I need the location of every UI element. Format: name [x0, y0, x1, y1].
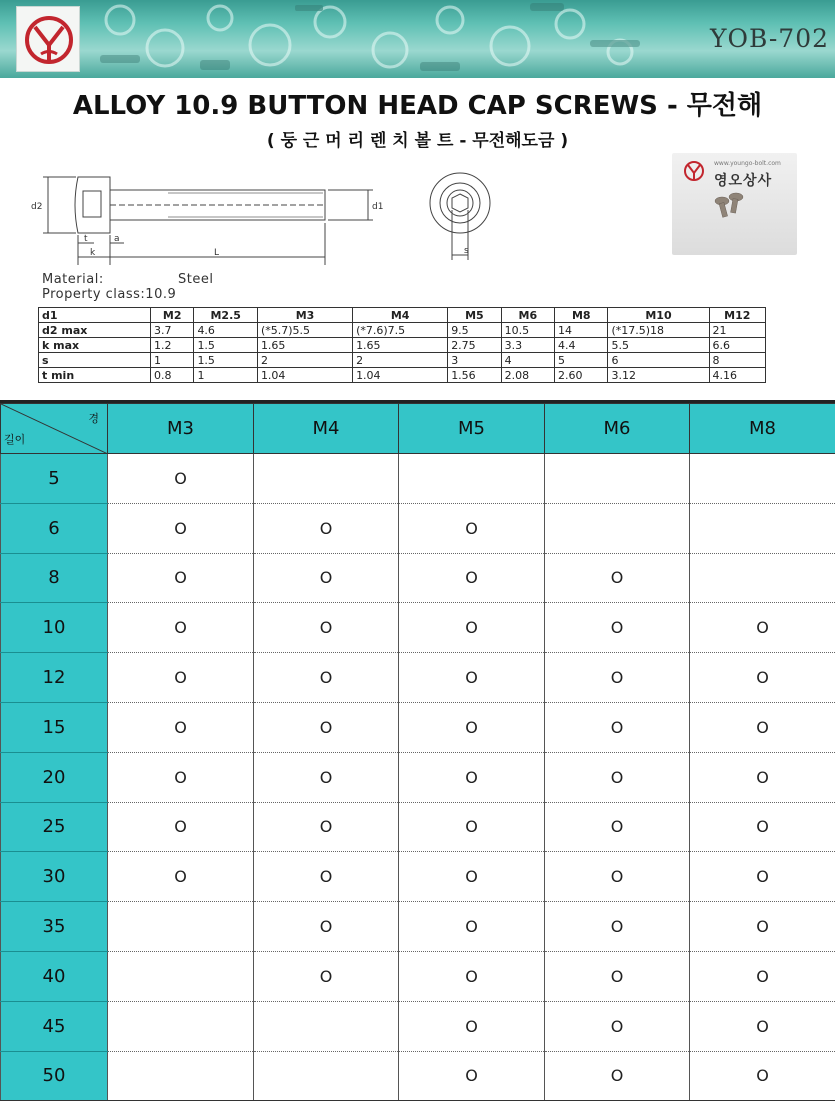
length-cell: 30	[1, 852, 108, 902]
spec-cell: 5	[555, 353, 608, 368]
grid-header-row	[1, 404, 835, 454]
spec-cell: (*5.7)5.5	[257, 323, 352, 338]
length-cell: 6	[1, 503, 108, 553]
spec-cell: 0.8	[151, 368, 194, 383]
grid-column-header: M5	[399, 404, 545, 454]
grid-row	[1, 503, 835, 553]
availability-cell: O	[399, 902, 545, 952]
spec-cell: 4.4	[555, 338, 608, 353]
availability-cell: O	[399, 951, 545, 1001]
spec-cell: 1.04	[257, 368, 352, 383]
spec-header-cell: d1	[39, 308, 151, 323]
availability-cell: O	[108, 752, 254, 802]
spec-cell: 4.16	[709, 368, 765, 383]
availability-cell: O	[690, 852, 835, 902]
spec-cell: (*7.6)7.5	[353, 323, 448, 338]
header-banner	[0, 0, 835, 78]
availability-cell	[254, 1001, 399, 1051]
grid-row	[1, 603, 835, 653]
availability-cell	[254, 1051, 399, 1101]
availability-cell: O	[690, 951, 835, 1001]
availability-cell: O	[399, 653, 545, 703]
availability-cell: O	[399, 1001, 545, 1051]
spec-cell: 9.5	[448, 323, 501, 338]
availability-cell: O	[690, 653, 835, 703]
label-a: a	[114, 234, 120, 244]
spec-cell: 1.5	[194, 338, 258, 353]
availability-cell: O	[254, 503, 399, 553]
spec-cell: 8	[709, 353, 765, 368]
availability-cell: O	[399, 802, 545, 852]
spec-header-cell: M4	[353, 308, 448, 323]
availability-cell: O	[545, 852, 690, 902]
availability-cell: O	[254, 752, 399, 802]
grid-column-header: M3	[108, 404, 254, 454]
availability-cell	[690, 454, 835, 504]
spec-row	[39, 323, 766, 338]
availability-cell: O	[254, 951, 399, 1001]
length-cell: 5	[1, 454, 108, 504]
availability-cell: O	[545, 553, 690, 603]
spec-cell: 1.65	[257, 338, 352, 353]
availability-cell: O	[545, 1051, 690, 1101]
availability-cell: O	[254, 553, 399, 603]
spec-header-cell: M2.5	[194, 308, 258, 323]
length-cell: 50	[1, 1051, 108, 1101]
spec-row-label: s	[39, 353, 151, 368]
availability-cell: O	[108, 553, 254, 603]
grid-row	[1, 951, 835, 1001]
label-k: k	[90, 248, 96, 258]
availability-cell	[399, 454, 545, 504]
spec-row-label: k max	[39, 338, 151, 353]
availability-cell: O	[254, 702, 399, 752]
material-line	[42, 272, 104, 287]
grid-corner-cell	[1, 404, 108, 454]
availability-cell: O	[690, 1051, 835, 1101]
grid-row	[1, 802, 835, 852]
spec-cell: 3.12	[608, 368, 709, 383]
grid-row	[1, 1051, 835, 1101]
availability-cell: O	[108, 852, 254, 902]
page-subtitle: ( 둥 근 머 리 렌 치 볼 트 - 무전해도금 )	[0, 126, 835, 151]
availability-cell: O	[254, 653, 399, 703]
availability-cell: O	[399, 752, 545, 802]
availability-cell	[108, 1051, 254, 1101]
spec-header-cell: M10	[608, 308, 709, 323]
spec-cell: 14	[555, 323, 608, 338]
spec-cell: 3	[448, 353, 501, 368]
availability-cell: O	[545, 951, 690, 1001]
availability-cell	[690, 553, 835, 603]
spec-header-cell: M2	[151, 308, 194, 323]
property-value: 10.9	[145, 287, 176, 302]
spec-cell: (*17.5)18	[608, 323, 709, 338]
spec-row	[39, 338, 766, 353]
spec-header-cell: M8	[555, 308, 608, 323]
availability-cell: O	[108, 653, 254, 703]
property-line	[42, 287, 176, 302]
spec-cell: 6	[608, 353, 709, 368]
availability-cell	[545, 503, 690, 553]
label-t: t	[84, 234, 88, 244]
grid-row	[1, 454, 835, 504]
grid-row	[1, 852, 835, 902]
property-label: Property class:	[42, 287, 145, 302]
spec-header-cell: M6	[501, 308, 554, 323]
availability-cell: O	[690, 802, 835, 852]
availability-cell: O	[399, 503, 545, 553]
availability-grid	[0, 403, 835, 1101]
length-cell: 20	[1, 752, 108, 802]
availability-cell: O	[108, 603, 254, 653]
label-s: s	[464, 246, 469, 256]
availability-cell: O	[399, 702, 545, 752]
availability-cell: O	[545, 752, 690, 802]
photo-website: www.youngo-bolt.com	[714, 160, 781, 167]
availability-cell: O	[108, 454, 254, 504]
spec-cell: 1.04	[353, 368, 448, 383]
availability-cell: O	[108, 503, 254, 553]
availability-cell: O	[399, 553, 545, 603]
label-l: L	[214, 248, 219, 258]
spec-table	[38, 307, 766, 383]
length-cell: 10	[1, 603, 108, 653]
availability-cell	[254, 454, 399, 504]
grid-row	[1, 702, 835, 752]
photo-brand: 영오상사	[714, 170, 772, 190]
spec-cell: 1	[194, 368, 258, 383]
availability-cell: O	[545, 603, 690, 653]
length-cell: 8	[1, 553, 108, 603]
spec-cell: 2.08	[501, 368, 554, 383]
spec-cell: 1.56	[448, 368, 501, 383]
spec-cell: 2.60	[555, 368, 608, 383]
product-photo	[672, 153, 797, 255]
grid-column-header: M8	[690, 404, 835, 454]
spec-header-cell: M12	[709, 308, 765, 323]
spec-cell: 2	[353, 353, 448, 368]
availability-cell: O	[399, 603, 545, 653]
availability-cell	[108, 951, 254, 1001]
availability-cell: O	[545, 802, 690, 852]
spec-cell: 4	[501, 353, 554, 368]
grid-row	[1, 752, 835, 802]
spec-cell: 2	[257, 353, 352, 368]
spec-cell: 21	[709, 323, 765, 338]
material-label: Material:	[42, 272, 104, 287]
grid-column-header: M4	[254, 404, 399, 454]
company-logo	[16, 6, 80, 72]
spec-header-cell: M3	[257, 308, 352, 323]
spec-cell: 4.6	[194, 323, 258, 338]
availability-cell: O	[545, 653, 690, 703]
availability-cell: O	[690, 702, 835, 752]
availability-cell: O	[690, 902, 835, 952]
spec-cell: 3.3	[501, 338, 554, 353]
label-d2: d2	[31, 202, 42, 212]
availability-cell	[108, 1001, 254, 1051]
availability-cell	[690, 503, 835, 553]
spec-header-row	[39, 308, 766, 323]
spec-cell: 2.75	[448, 338, 501, 353]
availability-cell	[108, 902, 254, 952]
spec-header-cell: M5	[448, 308, 501, 323]
label-d1: d1	[372, 202, 383, 212]
grid-row	[1, 653, 835, 703]
spec-cell: 1.65	[353, 338, 448, 353]
availability-cell: O	[108, 702, 254, 752]
availability-cell: O	[399, 852, 545, 902]
spec-cell: 1.5	[194, 353, 258, 368]
availability-cell: O	[254, 802, 399, 852]
spec-cell: 5.5	[608, 338, 709, 353]
spec-cell: 1.2	[151, 338, 194, 353]
length-cell: 45	[1, 1001, 108, 1051]
spec-cell: 6.6	[709, 338, 765, 353]
availability-cell: O	[254, 852, 399, 902]
availability-cell: O	[254, 603, 399, 653]
corner-diameter-label: 경	[88, 410, 99, 426]
length-cell: 15	[1, 702, 108, 752]
spec-cell: 1	[151, 353, 194, 368]
grid-row	[1, 902, 835, 952]
grid-column-header: M6	[545, 404, 690, 454]
availability-cell: O	[399, 1051, 545, 1101]
spec-row-label: t min	[39, 368, 151, 383]
grid-row	[1, 1001, 835, 1051]
spec-row	[39, 368, 766, 383]
length-cell: 40	[1, 951, 108, 1001]
corner-length-label: 길이	[4, 431, 25, 447]
length-cell: 12	[1, 653, 108, 703]
length-cell: 35	[1, 902, 108, 952]
grid-row	[1, 553, 835, 603]
availability-cell: O	[545, 1001, 690, 1051]
availability-cell: O	[690, 1001, 835, 1051]
spec-row	[39, 353, 766, 368]
screw-pattern-graphic	[90, 0, 650, 78]
availability-cell: O	[690, 752, 835, 802]
availability-cell: O	[690, 603, 835, 653]
length-cell: 25	[1, 802, 108, 852]
availability-cell	[545, 454, 690, 504]
availability-cell: O	[254, 902, 399, 952]
availability-cell: O	[108, 802, 254, 852]
material-value: Steel	[178, 272, 213, 287]
availability-cell: O	[545, 702, 690, 752]
spec-cell: 10.5	[501, 323, 554, 338]
product-code: YOB-702	[710, 24, 829, 53]
spec-row-label: d2 max	[39, 323, 151, 338]
page-title: ALLOY 10.9 BUTTON HEAD CAP SCREWS - 무전해	[0, 85, 835, 122]
availability-cell: O	[545, 902, 690, 952]
spec-cell: 3.7	[151, 323, 194, 338]
